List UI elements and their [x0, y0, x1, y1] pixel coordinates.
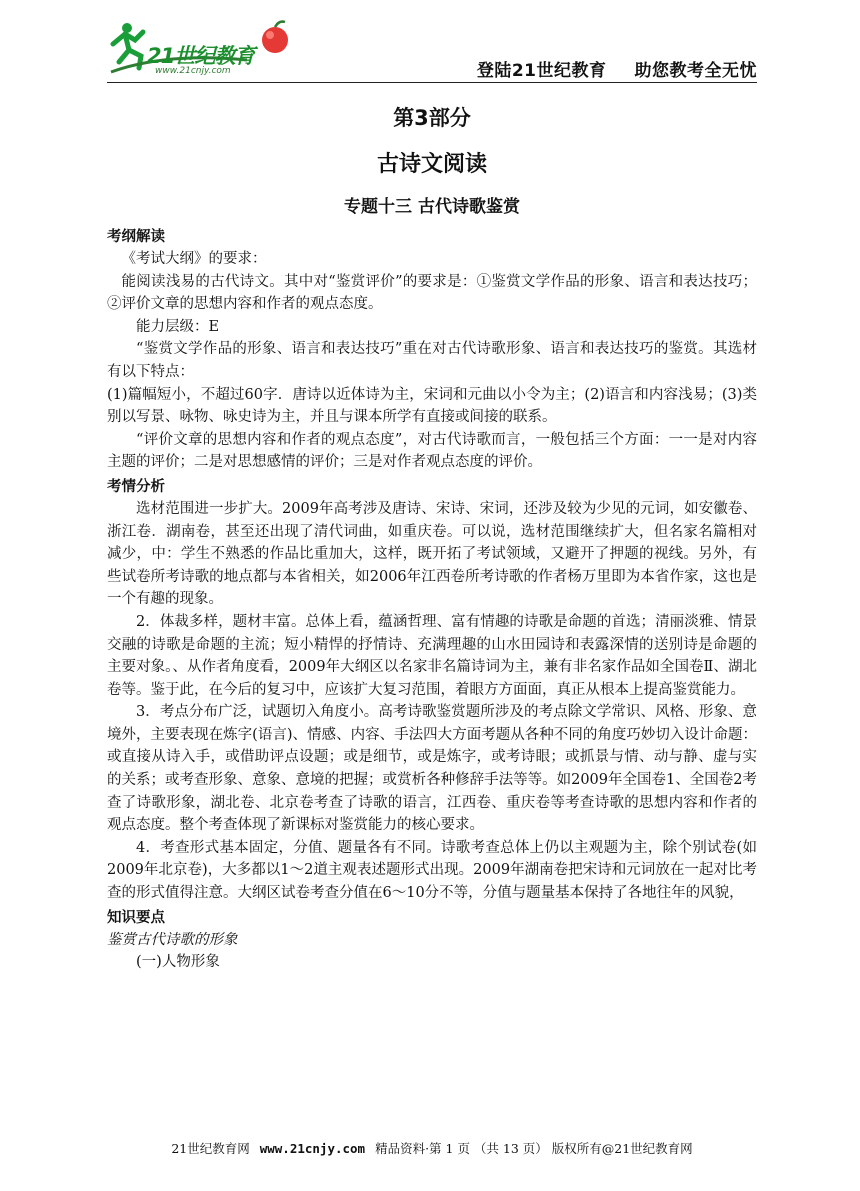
analysis-para-3: 3．考点分布广泛，试题切入角度小。高考诗歌鉴赏题所涉及的考点除文学常识、风格、形象、意境外，主要表现在炼字(语言)、情感、内容、手法四大方面考题从各种不同的角度巧妙切入设计命题：或直接从诗入手，或借助评点设题；或是细节，或是炼字，或考诗眼；或抓景与情、动与静、虚与实的关系；或考查形象、意象、意境的把握；或赏析各种修辞手法等等。如2009年全国卷1、全国卷2考查了诗歌形象，湖北卷、北京卷考查了诗歌的语言，江西卷、重庆卷等考查诗歌的思想内容和作者的观点态度。整个考查体现了新课标对鉴赏能力的核心要求。 — [107, 704, 757, 834]
heading-exam-analysis: 考情分析 — [107, 478, 165, 495]
syllabus-para-1: 《考试大纲》的要求： — [121, 251, 267, 267]
site-logo[interactable] — [107, 14, 307, 78]
header-slogan — [477, 56, 757, 81]
logo-url: www.21cnjy.com — [155, 66, 231, 76]
topic-title: 专题十三 古代诗歌鉴赏 — [344, 197, 520, 217]
syllabus-para-5: (1)篇幅短小，不超过60字．唐诗以近体诗为主，宋词和元曲以小令为主；(2)语言和内容浅易；(3)类别以写景、咏物、咏史诗为主，并且与课本所学有直接或间接的联系。 — [107, 386, 757, 426]
syllabus-para-3: 能力层级：E — [136, 318, 220, 335]
footer-site-link[interactable]: www.21cnjy.com — [259, 1141, 366, 1156]
footer-page-info: 精品资料·第 1 页 （共 13 页） 版权所有@21世纪教育网 — [375, 1141, 693, 1156]
document-body — [107, 98, 757, 973]
logo-text: 21世纪教育 — [147, 44, 255, 68]
syllabus-para-2: 能阅读浅易的古代诗文。其中对“鉴赏评价”的要求是：①鉴赏文学作品的形象、语言和表达技巧；②评价文章的思想内容和作者的观点态度。 — [107, 273, 757, 313]
slogan-tagline: 助您教考全无忧 — [634, 61, 757, 81]
analysis-para-4: 4．考查形式基本固定，分值、题量各有不同。诗歌考查总体上仍以主观题为主，除个别试卷(如2009年北京卷)，大多都以1～2道主观表述题形式出现。2009年湖南卷把宋诗和元词放在一起对比考查的形式值得注意。大纲区试卷考查分值在6～10分不等，分值与题量基本保持了各地往年的风貌， — [107, 839, 757, 902]
section-title: 古诗文阅读 — [376, 152, 487, 177]
analysis-para-2: 2．体裁多样，题材丰富。总体上看，蕴涵哲理、富有情趣的诗歌是命题的首选；清丽淡雅、情景交融的诗歌是命题的主流；短小精悍的抒情诗、充满理趣的山水田园诗和表露深情的送别诗是命题的主要对象。、从作者角度看，2009年大纲区以名家非名篇诗词为主，兼有非名家作品如全国卷Ⅱ、湖北卷等。鉴于此，在今后的复习中，应该扩大复习范围，着眼方方面面，真正从根本上提高鉴赏能力。 — [107, 613, 757, 698]
footer-site-name: 21世纪教育网 — [171, 1141, 250, 1156]
part-title: 第3部分 — [393, 106, 471, 130]
list-item-character-image: (一)人物形象 — [136, 953, 220, 970]
subheading-image-appreciation: 鉴赏古代诗歌的形象 — [107, 931, 238, 948]
heading-key-points: 知识要点 — [107, 909, 165, 926]
page-footer — [107, 1139, 757, 1157]
syllabus-para-4: “鉴赏文学作品的形象、语言和表达技巧”重在对古代诗歌形象、语言和表达技巧的鉴赏。其选材有以下特点： — [107, 341, 757, 380]
slogan-login[interactable]: 登陆21世纪教育 — [476, 61, 607, 81]
syllabus-para-6: “评价文章的思想内容和作者的观点态度”，对古代诗歌而言，一般包括三个方面：一一是对内容主题的评价；二是对思想感情的评价；三是对作者观点态度的评价。 — [107, 431, 757, 471]
header-divider — [107, 82, 757, 83]
page-header — [107, 14, 757, 80]
analysis-para-1: 选材范围进一步扩大。2009年高考涉及唐诗、宋诗、宋词，还涉及较为少见的元词，如安徽卷、浙江卷．湖南卷，甚至还出现了清代词曲，如重庆卷。可以说，选材范围继续扩大，但名家名篇相对减少，中：学生不熟悉的作品比重加大，这样，既开拓了考试领域，又避开了押题的视线。另外，有些试卷所考诗歌的地点都与本省相关，如2006年江西卷所考诗歌的作者杨万里即为本省作家，这也是一个有趣的现象。 — [107, 500, 757, 608]
heading-syllabus: 考纲解读 — [107, 229, 165, 245]
